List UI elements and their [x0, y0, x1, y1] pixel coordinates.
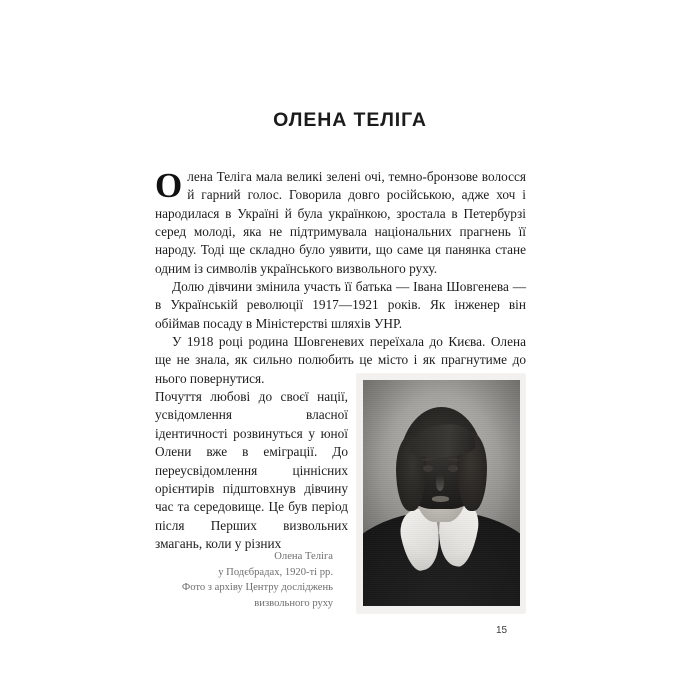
photo-caption-line: Фото з архіву Центру досліджень [181, 582, 333, 594]
photo-text-wrap-spacer [348, 388, 526, 640]
body-paragraph: Олена Теліга мала великі зелені очі, темно-бронзове волосся й гарний голос. Говорила довго російською, адже хоч і народилася в Україні й була українкою, зростала в Петербурзі серед молоді, яка не підтримувала національних прагнень її народу. Тоді ще складно було уявити, що саме ця панянка стане одним із символів українського визвольного руху. [155, 166, 526, 276]
body-paragraph: У 1918 році родина Шовгеневих переїхала до Києва. Олена ще не знала, як сильно полюбить це місто і як прагнутиме до нього повернутися. [155, 334, 526, 386]
photo-caption-line: визвольного руху [254, 597, 333, 609]
body-paragraph: Долю дівчини змінила участь її батька — Івана Шовгенева — в Українській революції 1917—1921 років. Як інженер він обіймав посаду в Міністерстві шляхів УНР. [155, 279, 526, 331]
photo-caption-line: у Подєбрадах, 1920-ті рр. [218, 566, 333, 578]
body-paragraph: Почуття любові до своєї нації, усвідомлення власної ідентичності розвинуться у юної Олени вже в еміграції. До переусвідомлення ціннісних орієнтирів підштовхнув дівчину час та середовище. Це був період після Перших визвольних змагань, коли у різних [155, 389, 348, 551]
photo-caption-line: Олена Теліга [274, 551, 333, 562]
page-number: 15 [496, 625, 508, 636]
photo-caption [155, 549, 333, 611]
page-title: ОЛЕНА ТЕЛІГА [273, 109, 427, 132]
